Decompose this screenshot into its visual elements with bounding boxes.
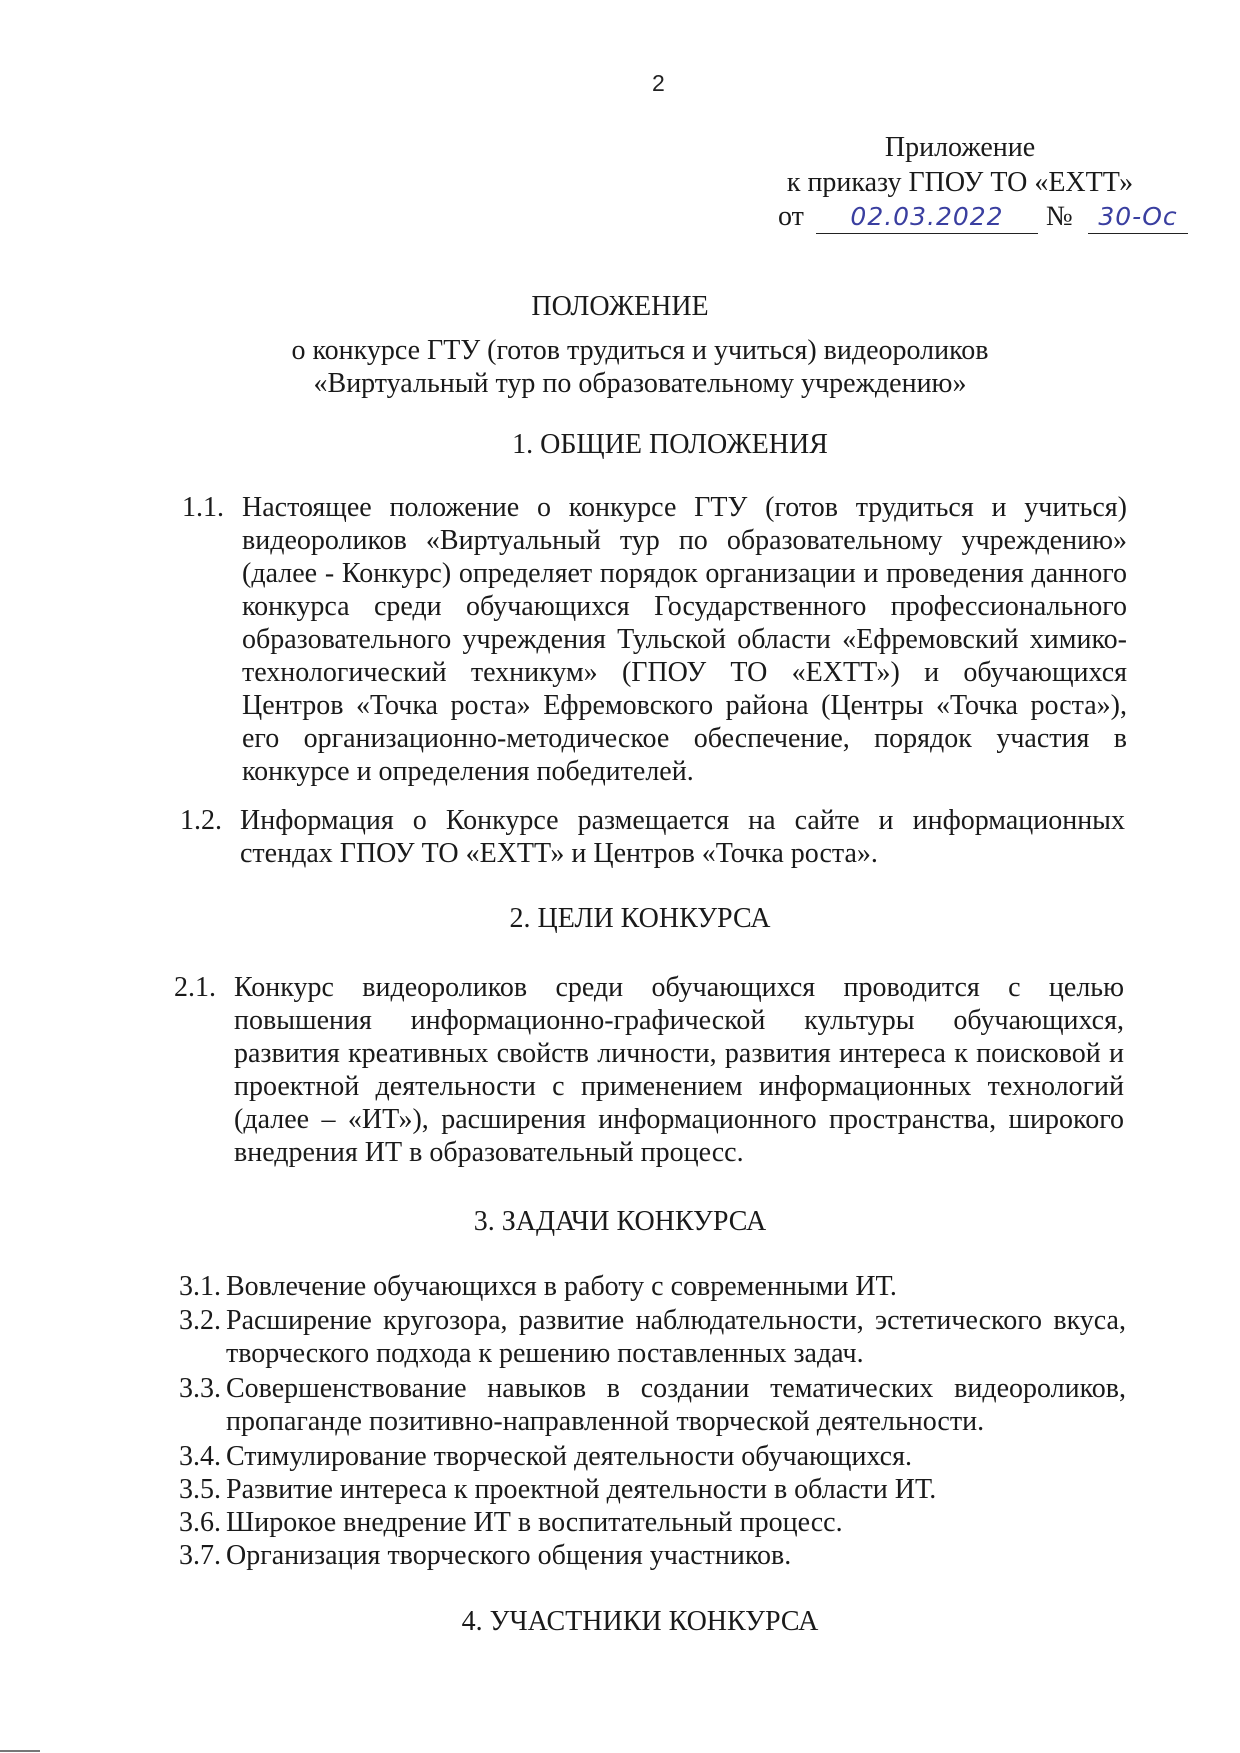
list-item-label: 3.1. bbox=[179, 1271, 221, 1302]
list-item-label: 3.5. bbox=[179, 1474, 221, 1505]
paragraph-1-2 bbox=[180, 804, 1125, 870]
list-item-text: Вовлечение обучающихся в работу с современными ИТ. bbox=[226, 1271, 897, 1302]
list-item-text: Развитие интереса к проектной деятельности в области ИТ. bbox=[226, 1474, 937, 1505]
list-item-3-1 bbox=[179, 1270, 1126, 1303]
list-item-3-2 bbox=[179, 1304, 1126, 1370]
order-from-label: от bbox=[778, 201, 804, 232]
list-item-text: Широкое внедрение ИТ в воспитательный процесс. bbox=[226, 1507, 843, 1538]
list-item-label: 3.3. bbox=[179, 1373, 221, 1404]
appendix-block bbox=[770, 130, 1150, 200]
paragraph-text: Информация о Конкурсе размещается на сайте и информационных стендах ГПОУ ТО «ЕХТТ» и Центров «Точка роста». bbox=[240, 805, 1125, 869]
list-item-text: Совершенствование навыков в создании тематических видеороликов, пропаганде позитивно-направленной творческой деятельности. bbox=[226, 1373, 1126, 1437]
paragraph-label: 1.1. bbox=[182, 492, 224, 523]
paragraph-label: 1.2. bbox=[180, 805, 222, 836]
list-item-3-7 bbox=[179, 1539, 1126, 1572]
paragraph-2-1 bbox=[174, 971, 1124, 1169]
paragraph-text: Конкурс видеороликов среди обучающихся проводится с целью повышения информационно-графической культуры обучающихся, развития креативных свойств личности, развития интереса к поисковой и проектной деятельности с применением информационных технологий (далее – «ИТ»), расширения информационного пространства, широкого внедрения ИТ в образовательный процесс. bbox=[234, 972, 1124, 1168]
paragraph-text: Настоящее положение о конкурсе ГТУ (готов трудиться и учиться) видеороликов «Виртуальный тур по образовательному учреждению» (далее - Конкурс) определяет порядок организации и проведения данного конкурса среди обучающихся Государственного профессионального образовательного учреждения Тульской области «Ефремовский химико-технологический техникум» (ГПОУ ТО «ЕХТТ») и обучающихся Центров «Точка роста» Ефремовского района (Центры «Точка роста»), его организационно-методическое обеспечение, порядок участия в конкурсе и определения победителей. bbox=[242, 492, 1127, 787]
paragraph-label: 2.1. bbox=[174, 972, 216, 1003]
list-item-3-6 bbox=[179, 1506, 1126, 1539]
page-number: 2 bbox=[652, 70, 665, 96]
order-date-number-line bbox=[778, 199, 1178, 239]
document-subtitle-1: о конкурсе ГТУ (готов трудиться и учиться) видеороликов bbox=[291, 335, 989, 366]
handwritten-order-number: 30-Ос bbox=[1088, 199, 1188, 234]
list-item-label: 3.2. bbox=[179, 1305, 221, 1336]
appendix-order-ref: к приказу ГПОУ ТО «ЕХТТ» bbox=[786, 167, 1134, 198]
section-heading-4: 4. УЧАСТНИКИ КОНКУРСА bbox=[461, 1606, 819, 1637]
list-item-3-4 bbox=[179, 1440, 1126, 1473]
number-sign: № bbox=[1046, 201, 1073, 232]
scan-edge-mark bbox=[0, 1750, 40, 1752]
document-subtitle-2: «Виртуальный тур по образовательному учреждению» bbox=[313, 368, 967, 399]
list-item-3-3 bbox=[179, 1372, 1126, 1438]
section-heading-2: 2. ЦЕЛИ КОНКУРСА bbox=[509, 903, 771, 934]
document-title: ПОЛОЖЕНИЕ bbox=[531, 291, 709, 322]
list-item-3-5 bbox=[179, 1473, 1126, 1506]
list-item-text: Расширение кругозора, развитие наблюдательности, эстетического вкуса, творческого подхода к решению поставленных задач. bbox=[226, 1305, 1126, 1369]
list-item-label: 3.7. bbox=[179, 1540, 221, 1571]
appendix-title: Приложение bbox=[884, 132, 1036, 163]
list-item-text: Стимулирование творческой деятельности обучающихся. bbox=[226, 1441, 912, 1472]
section-heading-3: 3. ЗАДАЧИ КОНКУРСА bbox=[473, 1206, 767, 1237]
list-item-text: Организация творческого общения участников. bbox=[226, 1540, 792, 1571]
section-heading-1: 1. ОБЩИЕ ПОЛОЖЕНИЯ bbox=[512, 429, 828, 460]
list-item-label: 3.4. bbox=[179, 1441, 221, 1472]
paragraph-1-1 bbox=[182, 491, 1127, 788]
list-item-label: 3.6. bbox=[179, 1507, 221, 1538]
handwritten-date: 02.03.2022 bbox=[816, 199, 1038, 234]
